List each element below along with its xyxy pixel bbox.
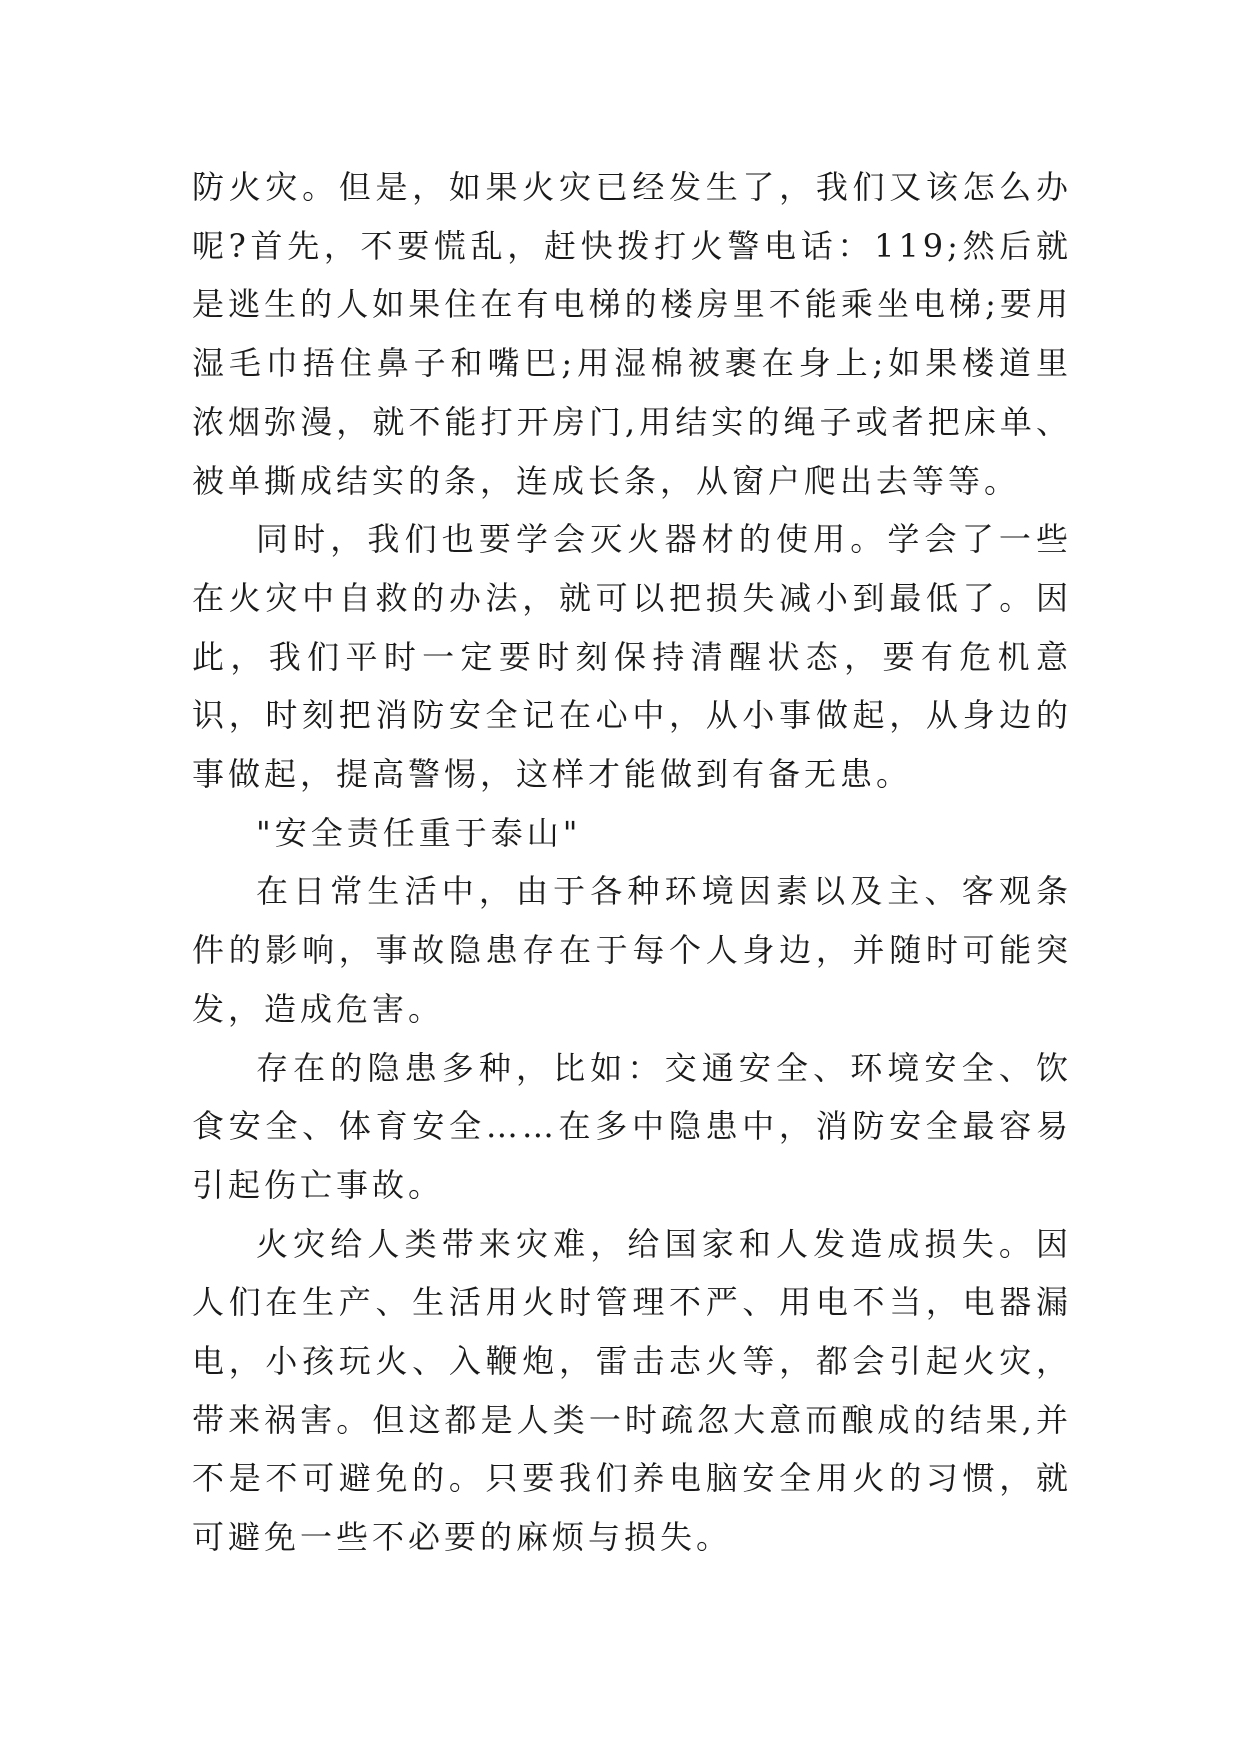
paragraph-fire-damage: 火灾给人类带来灾难，给国家和人发造成损失。因人们在生产、生活用火时管理不严、用电不当，电器漏电，小孩玩火、入鞭炮，雷击志火等，都会引起火灾，带来祸害。但这都是人类一时疏忽大意而酿成的结果,并不是不可避免的。只要我们养电脑安全用火的习惯，就可避免一些不必要的麻烦与损失。 <box>192 1224 1072 1557</box>
paragraph-fire-escape: 防火灾。但是，如果火灾已经发生了，我们又该怎么办呢?首先，不要慌乱，赶快拨打火警电话：119;然后就是逃生的人如果住在有电梯的楼房里不能乘坐电梯;要用湿毛巾捂住鼻子和嘴巴;用湿棉被裹在身上;如果楼道里浓烟弥漫，就不能打开房门,用结实的绳子或者把床单、被单撕成结实的条，连成长条，从窗户爬出去等等。 <box>192 168 1072 500</box>
document-body <box>192 158 1072 1567</box>
paragraph-daily-life-hazards: 在日常生活中，由于各种环境因素以及主、客观条件的影响，事故隐患存在于每个人身边，并随时可能突发，造成危害。 <box>192 872 1072 1028</box>
paragraph-heading-safety-responsibility: "安全责任重于泰山" <box>256 813 582 852</box>
paragraph-extinguisher-use: 同时，我们也要学会灭火器材的使用。学会了一些在火灾中自救的办法，就可以把损失减小到最低了。因此，我们平时一定要时刻保持清醒状态，要有危机意识，时刻把消防安全记在心中，从小事做起，从身边的事做起，提高警惕，这样才能做到有备无患。 <box>192 520 1072 794</box>
paragraph-hazard-types: 存在的隐患多种，比如：交通安全、环境安全、饮食安全、体育安全……在多中隐患中，消防安全最容易引起伤亡事故。 <box>192 1048 1072 1204</box>
